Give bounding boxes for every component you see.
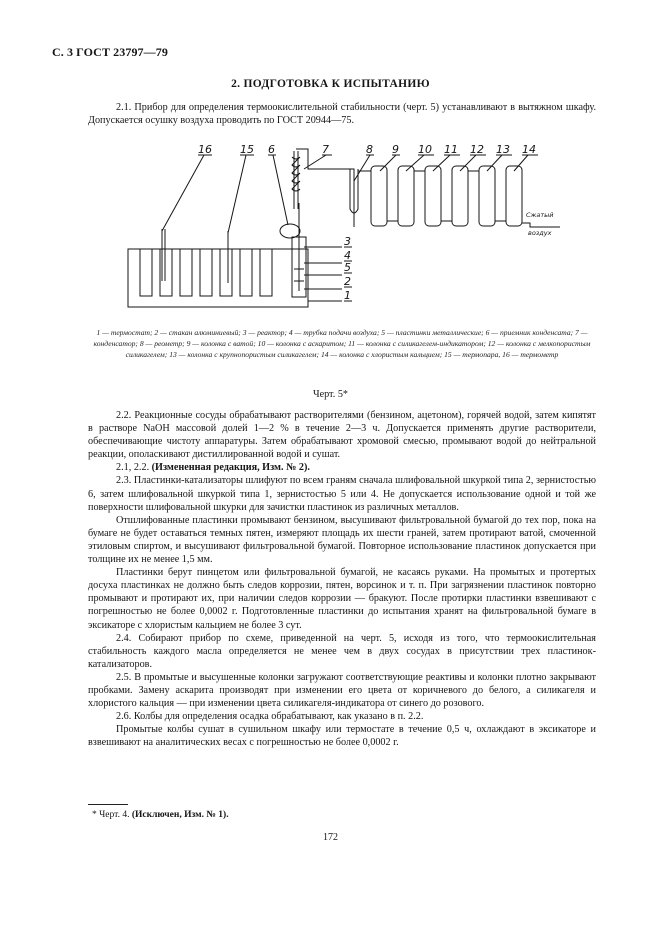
label-6: 6	[268, 143, 275, 156]
body-text	[88, 409, 596, 749]
label-4: 4	[344, 249, 351, 262]
column-13	[479, 166, 495, 226]
para-2-1-text: 2.1. Прибор для определения термоокислительной стабильности (черт. 5) устанавливают в вытяжном шкафу. Допускается осушку воздуха проводить по ГОСТ 20944—75.	[88, 102, 596, 127]
figure-caption: Черт. 5*	[312, 389, 349, 400]
label-3: 3	[344, 235, 351, 248]
column-11	[425, 166, 441, 226]
label-13: 13	[496, 143, 510, 156]
para-2-3c: Пластинки берут пинцетом или фильтровальной бумагой, не касаясь руками. На промытых и протертых досуха пластинках не должно быть следов коррозии, пятен, ворсинок и т. п. При загрязнении пластинок повторно промывают и протирают их, при наличии следов коррозии — бракуют. После протирки пластинки взвешивают с погрешностью не более 0,0002 г. Подготовленные пластинки до испытания хранят на фильтровальной бумаге в эксикаторе с хлористым кальцием не более 3 сут.	[88, 567, 596, 631]
para-2-5: 2.5. В промытые и высушенные колонки загружают соответствующие реактивы и колонки плотно закрывают пробками. Замену аскарита производят при изменении его цвета от коричневого до белого, а силикагеля и хлористого кальция — при изменении цвета силикагеля-индикатора от синего до розового.	[88, 671, 596, 710]
air-label-line-2: воздух	[528, 229, 552, 237]
para-2-6: 2.6. Колбы для определения осадка обрабатывают, как указано в п. 2.2.	[116, 711, 424, 723]
label-8: 8	[366, 143, 373, 156]
para-2-6b: Промытые колбы сушат в сушильном шкафу или термостате в течение 0,5 ч, охлаждают в эксикаторе и взвешивают на аналитических весах с погрешностью не более 0,0002 г.	[88, 724, 596, 749]
thermostat	[128, 249, 308, 307]
label-5: 5	[344, 261, 351, 274]
label-2: 2	[344, 275, 351, 288]
column-14	[506, 166, 522, 226]
condenser-coil	[292, 157, 300, 191]
label-15: 15	[240, 143, 254, 156]
column-12	[452, 166, 468, 226]
apparatus-diagram	[118, 141, 563, 321]
paragraph-2-1	[88, 101, 596, 127]
para-2-2: 2.2. Реакционные сосуды обрабатывают растворителями (бензином, ацетоном), горячей водой, затем кипятят в растворе NaOH массовой долей 1—2 % в течение 2—3 ч. Допускается применять другие растворители, обеспечивающие чистоту аппаратуры. Затем обрабатывают хромовой смесью, промывают водой до нейтральной реакции, ополаскивают дистиллированной водой и сушат.	[88, 410, 596, 461]
page-number: 172	[323, 832, 338, 843]
column-9	[371, 166, 387, 226]
label-7: 7	[322, 143, 329, 156]
page-header: С. 3 ГОСТ 23797—79	[52, 45, 168, 59]
label-9: 9	[392, 143, 399, 156]
label-1: 1	[344, 289, 351, 302]
apparatus-svg	[118, 141, 563, 321]
para-2-3: 2.3. Пластинки-катализаторы шлифуют по всем граням сначала шлифовальной шкуркой типа 2, зернистостью 6, затем шлифовальной шкуркой типа 1, зернистостью 5 или 4. Не допускается использование одной и той же поверхности шлифовальной шкурки для зачистки пластинок из различных металлов.	[88, 475, 596, 513]
label-11: 11	[444, 143, 458, 156]
section-title: 2. ПОДГОТОВКА К ИСПЫТАНИЮ	[231, 78, 430, 90]
amendment-prefix: 2.1, 2.2.	[116, 462, 150, 474]
footnote-prefix: * Черт. 4.	[92, 810, 130, 820]
footnote-bold: (Исключен, Изм. № 1).	[131, 810, 229, 820]
air-label-line-1: Сжатый	[526, 211, 554, 219]
footnote-divider	[88, 804, 128, 805]
amendment-bold: (Измененная редакция, Изм. № 2).	[151, 462, 310, 474]
para-2-3b: Отшлифованные пластинки промывают бензином, высушивают фильтровальной бумагой до тех пор, пока на бумаге не будет оставаться темных пятен, измеряют площадь их шести граней, затем протирают ватой, смоченной этиловым спиртом, и высушивают фильтровальной бумагой. Повторное использование пластинок допускается при толщине их не менее 1,5 мм.	[88, 514, 596, 566]
label-16: 16	[198, 143, 212, 156]
para-2-4: 2.4. Собирают прибор по схеме, приведенной на черт. 5, исходя из того, что термоокислительная стабильность каждого масла определяется не менее чем в двух сосудах в присутствии трех пластинок-катализаторов.	[88, 632, 596, 670]
figure-legend: 1 — термостат; 2 — стакан алюминиевый; 3 — реактор; 4 — трубка подачи воздуха; 5 — пластинки металлические; 6 — приемник конденсата; 7 — конденсатор; 8 — реометр; 9 — колонка с ватой; 10 — колонка с аскаритом; 11 — колонка с силикагелем-индикатором; 12 — колонка с мелкопористым силикагелем; 13 — колонка с крупнопористым силикагелем; 14 — колонка с хлористым кальцием; 15 — термопара, 16 — термометр	[93, 328, 591, 359]
label-14: 14	[522, 143, 536, 156]
column-10	[398, 166, 414, 226]
amendment-note-1	[88, 461, 596, 474]
label-12: 12	[470, 143, 484, 156]
footnote	[92, 810, 229, 820]
label-10: 10	[418, 143, 432, 156]
condensate-receiver	[280, 224, 300, 238]
thermostat-cups	[140, 249, 272, 296]
